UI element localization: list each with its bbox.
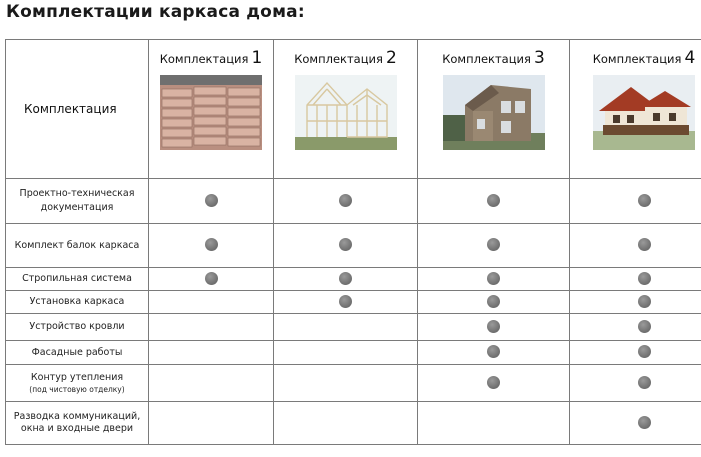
package-header-2 bbox=[274, 40, 418, 179]
check-cell bbox=[149, 365, 274, 402]
included-dot-icon bbox=[339, 194, 352, 207]
check-cell bbox=[274, 314, 418, 341]
row-label: Стропильная система bbox=[6, 268, 149, 291]
check-cell bbox=[570, 291, 701, 314]
check-cell bbox=[570, 402, 701, 445]
included-dot-icon bbox=[638, 194, 651, 207]
table-row bbox=[6, 224, 701, 268]
included-dot-icon bbox=[487, 194, 500, 207]
included-dot-icon bbox=[487, 345, 500, 358]
check-cell bbox=[570, 179, 701, 224]
row-label: Контур утепления (под чистовую отделку) bbox=[6, 365, 149, 402]
included-dot-icon bbox=[339, 295, 352, 308]
row-label: Разводка коммуникаций, окна и входные двери bbox=[6, 402, 149, 445]
check-cell bbox=[274, 402, 418, 445]
check-cell bbox=[418, 179, 570, 224]
check-cell bbox=[418, 314, 570, 341]
check-cell bbox=[274, 341, 418, 365]
included-dot-icon bbox=[205, 238, 218, 251]
check-cell bbox=[570, 314, 701, 341]
table-row bbox=[6, 402, 701, 445]
check-cell bbox=[418, 268, 570, 291]
row-label: Проектно-техническая документация bbox=[6, 179, 149, 224]
finished-house-photo bbox=[593, 75, 695, 150]
row-sublabel: (под чистовую отделку) bbox=[29, 385, 125, 394]
check-cell bbox=[274, 365, 418, 402]
check-cell bbox=[149, 402, 274, 445]
included-dot-icon bbox=[487, 376, 500, 389]
package-header-3 bbox=[418, 40, 570, 179]
included-dot-icon bbox=[638, 320, 651, 333]
included-dot-icon bbox=[638, 376, 651, 389]
page-title: Комплектации каркаса дома: bbox=[6, 2, 305, 22]
package-title: Комплектация 1 bbox=[159, 48, 263, 68]
included-dot-icon bbox=[487, 320, 500, 333]
check-cell bbox=[274, 179, 418, 224]
package-header-1 bbox=[149, 40, 274, 179]
check-cell bbox=[418, 341, 570, 365]
sided-house-photo bbox=[443, 75, 545, 150]
lumber-stack-photo bbox=[160, 75, 262, 150]
check-cell bbox=[274, 291, 418, 314]
included-dot-icon bbox=[487, 295, 500, 308]
package-title: Комплектация 2 bbox=[294, 48, 397, 68]
row-label: Фасадные работы bbox=[6, 341, 149, 365]
package-table bbox=[5, 39, 701, 445]
included-dot-icon bbox=[638, 345, 651, 358]
table-row bbox=[6, 341, 701, 365]
check-cell bbox=[418, 402, 570, 445]
check-cell bbox=[418, 365, 570, 402]
included-dot-icon bbox=[638, 295, 651, 308]
row-label: Устройство кровли bbox=[6, 314, 149, 341]
check-cell bbox=[149, 268, 274, 291]
header-corner-cell: Комплектация bbox=[6, 40, 149, 179]
included-dot-icon bbox=[205, 194, 218, 207]
package-title: Комплектация 3 bbox=[442, 48, 545, 68]
check-cell bbox=[418, 291, 570, 314]
check-cell bbox=[274, 268, 418, 291]
row-label: Установка каркаса bbox=[6, 291, 149, 314]
included-dot-icon bbox=[487, 272, 500, 285]
included-dot-icon bbox=[638, 238, 651, 251]
frame-structure-photo bbox=[295, 75, 397, 150]
package-title: Комплектация 4 bbox=[592, 48, 696, 68]
included-dot-icon bbox=[487, 238, 500, 251]
check-cell bbox=[570, 365, 701, 402]
table-row bbox=[6, 365, 701, 402]
included-dot-icon bbox=[638, 272, 651, 285]
check-cell bbox=[274, 224, 418, 268]
header-row bbox=[6, 40, 701, 179]
check-cell bbox=[149, 179, 274, 224]
table-row bbox=[6, 268, 701, 291]
check-cell bbox=[418, 224, 570, 268]
table-row bbox=[6, 291, 701, 314]
table-row bbox=[6, 179, 701, 224]
check-cell bbox=[149, 341, 274, 365]
row-label: Комплект балок каркаса bbox=[6, 224, 149, 268]
table-row bbox=[6, 314, 701, 341]
included-dot-icon bbox=[205, 272, 218, 285]
check-cell bbox=[149, 224, 274, 268]
check-cell bbox=[570, 268, 701, 291]
included-dot-icon bbox=[638, 416, 651, 429]
check-cell bbox=[149, 291, 274, 314]
check-cell bbox=[149, 314, 274, 341]
included-dot-icon bbox=[339, 238, 352, 251]
check-cell bbox=[570, 341, 701, 365]
package-header-4 bbox=[570, 40, 701, 179]
check-cell bbox=[570, 224, 701, 268]
included-dot-icon bbox=[339, 272, 352, 285]
